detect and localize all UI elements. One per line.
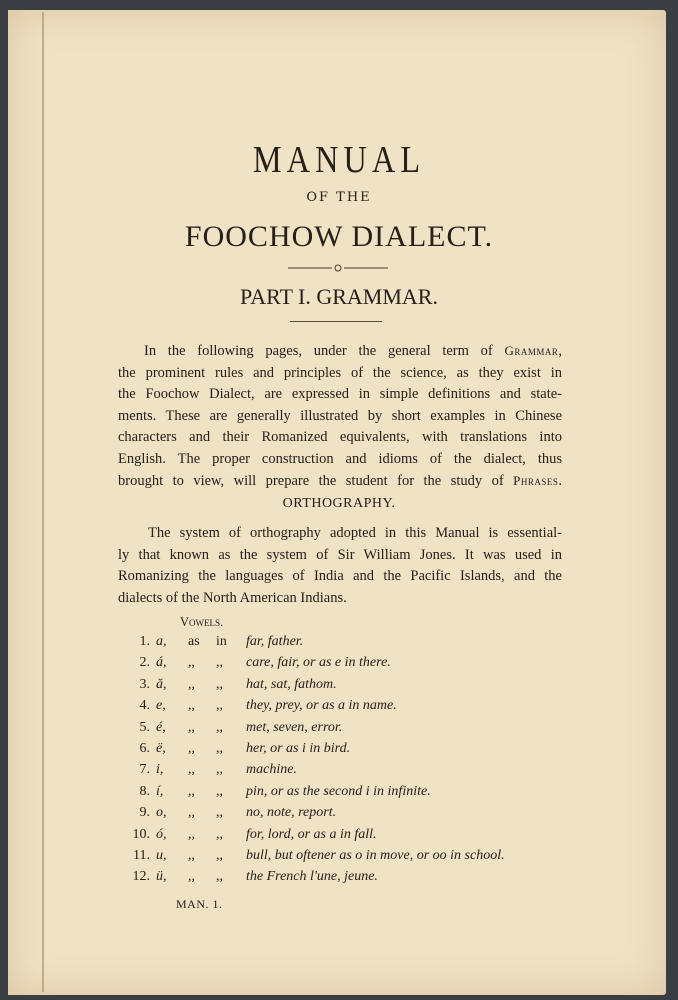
intro-paragraph — [118, 340, 562, 493]
vowel-letter: i, — [156, 762, 164, 778]
ortho-line-4: dialects of the North American Indians. — [118, 589, 347, 606]
vowel-as: ,, — [188, 826, 195, 842]
vowel-letter: u, — [156, 847, 167, 863]
vowel-letter: o, — [156, 805, 167, 821]
vowel-example: care, fair, or as e in there. — [246, 655, 391, 671]
vowel-letter: á, — [156, 655, 167, 671]
vowel-number: 6. — [139, 740, 150, 756]
vowel-as: ,, — [188, 847, 195, 863]
vowel-in: ,, — [216, 826, 223, 842]
vowel-as: ,, — [188, 655, 195, 671]
ortho-line-1: The system of orthography adopted in this Manual is essential- — [148, 525, 562, 541]
vowel-in: ,, — [216, 676, 223, 692]
vowel-row — [112, 762, 582, 783]
vowel-example: her, or as i in bird. — [246, 740, 351, 756]
vowel-in: ,, — [216, 698, 223, 714]
vowel-letter: ó, — [156, 826, 167, 842]
vowel-number: 3. — [139, 676, 150, 692]
intro-line-3: the Foochow Dialect, are expressed in simple definitions and state- — [118, 386, 562, 402]
vowel-letter: í, — [156, 783, 164, 799]
vowel-row — [112, 698, 582, 719]
vowel-as: ,, — [188, 805, 195, 821]
vowel-number: 2. — [139, 655, 150, 671]
vowel-number: 5. — [139, 719, 150, 735]
vowel-letter: ë, — [156, 740, 166, 756]
vowel-as: ,, — [188, 676, 195, 692]
title-of-the: OF THE — [306, 190, 372, 205]
vowel-in: ,, — [216, 869, 223, 885]
signature-mark: MAN. 1. — [176, 897, 223, 911]
ortho-line-2: ly that known as the system of Sir William Jones. It was used in — [118, 546, 562, 563]
vowel-example: far, father. — [246, 634, 304, 649]
part-title: PART I. GRAMMAR. — [240, 284, 438, 309]
vowels-heading: Vowels. — [180, 615, 224, 629]
vowel-as: ,, — [188, 698, 195, 714]
vowel-number: 9. — [139, 805, 150, 821]
title-foochow-dialect: FOOCHOW DIALECT. — [184, 220, 494, 253]
vowel-number: 8. — [139, 783, 150, 799]
ornament-divider — [288, 262, 388, 274]
vowel-as: ,, — [188, 783, 195, 799]
vowel-in: ,, — [216, 655, 223, 671]
vowel-as: ,, — [188, 740, 195, 756]
vowel-example: they, prey, or as a in name. — [246, 698, 397, 714]
vowel-number: 1. — [139, 634, 150, 649]
vowel-row — [112, 720, 582, 741]
intro-line-6: English. The proper construction and idioms of the dialect, thus — [118, 450, 562, 467]
vowel-in: ,, — [216, 805, 223, 821]
vowel-row — [112, 805, 582, 826]
vowel-as: as — [188, 634, 200, 649]
vowel-example: the French l'une, jeune. — [246, 869, 378, 885]
vowel-as: ,, — [188, 719, 195, 735]
vowel-letter: e, — [156, 698, 166, 714]
intro-line-2: the prominent rules and principles of the science, as they exist in — [118, 364, 562, 381]
vowel-row — [112, 827, 582, 848]
intro-line-7: brought to view, will prepare the student for the study of Phrases. — [118, 473, 562, 489]
vowel-in: ,, — [216, 783, 223, 799]
vowel-row — [112, 634, 582, 655]
vowel-number: 11. — [133, 847, 150, 863]
vowel-row — [112, 848, 582, 869]
vowel-letter: ă, — [156, 676, 167, 692]
vowel-row — [112, 784, 582, 805]
vowel-number: 12. — [132, 869, 150, 885]
vowel-row — [112, 741, 582, 762]
vowel-letter: a, — [156, 634, 167, 649]
vowel-row — [112, 655, 582, 676]
vowel-row — [112, 677, 582, 698]
vowel-number: 7. — [139, 762, 150, 778]
vowel-in: ,, — [216, 719, 223, 735]
vowel-letter: ü, — [156, 869, 167, 885]
intro-line-5: characters and their Romanized equivalents, with translations into — [118, 429, 562, 445]
vowel-example: pin, or as the second i in infinite. — [246, 783, 431, 799]
vowel-in: ,, — [216, 847, 223, 863]
vowel-list — [112, 634, 582, 891]
vowel-number: 4. — [139, 698, 150, 714]
vowel-example: no, note, report. — [246, 805, 337, 821]
vowel-example: met, seven, error. — [246, 719, 343, 735]
vowel-example: machine. — [246, 762, 297, 778]
vowel-example: bull, but oftener as o in move, or oo in school. — [246, 847, 505, 863]
vowel-in: ,, — [216, 762, 223, 778]
vowel-letter: é, — [156, 719, 166, 735]
orthography-paragraph — [118, 523, 562, 609]
intro-line-4: ments. These are generally illustrated by short examples in Chinese — [118, 407, 562, 424]
vowel-number: 10. — [132, 826, 150, 842]
title-manual: MANUAL — [252, 139, 426, 181]
vowel-as: ,, — [188, 869, 195, 885]
vowel-in: in — [216, 634, 227, 649]
vowel-example: for, lord, or as a in fall. — [246, 826, 377, 842]
vowel-row — [112, 869, 582, 890]
vowel-in: ,, — [216, 740, 223, 756]
vowel-example: hat, sat, fathom. — [246, 676, 337, 692]
intro-line-1: In the following pages, under the general term of Grammar, — [144, 343, 562, 359]
ortho-line-3: Romanizing the languages of India and the Pacific Islands, and the — [118, 568, 562, 584]
orthography-heading: ORTHOGRAPHY. — [282, 496, 396, 511]
divider-rule — [290, 321, 382, 322]
vowel-as: ,, — [188, 762, 195, 778]
